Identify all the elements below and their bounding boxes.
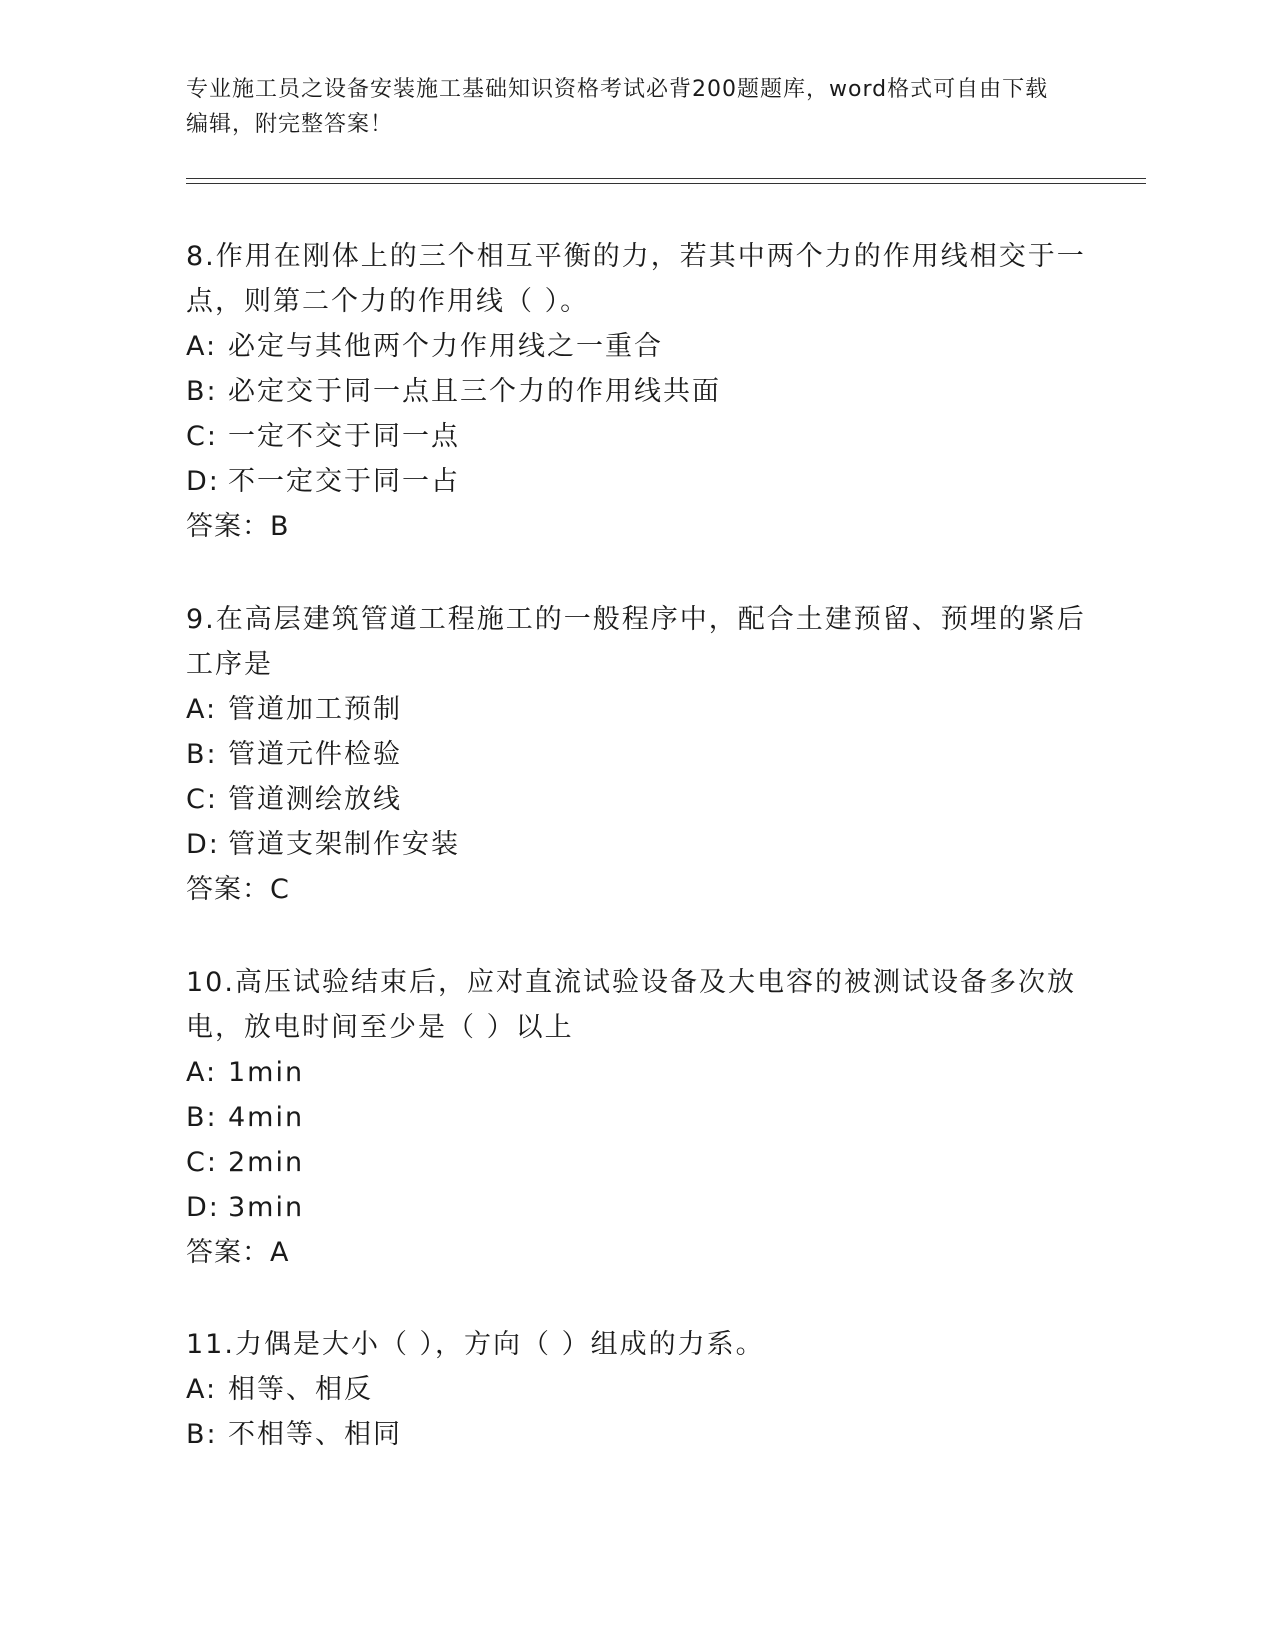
option-letter: B: xyxy=(186,1102,218,1133)
option-text: 1min xyxy=(228,1057,305,1088)
option-text: 3min xyxy=(228,1192,305,1223)
option-text: 不相等、相同 xyxy=(228,1419,402,1450)
option-text: 管道加工预制 xyxy=(228,694,402,725)
option-letter: D: xyxy=(186,1192,220,1223)
question-stem: 11.力偶是大小（ ），方向（ ）组成的力系。 xyxy=(186,1329,765,1360)
option-letter: A: xyxy=(186,694,218,725)
question-stem: 10.高压试验结束后，应对直流试验设备及大电容的被测试设备多次放电，放电时间至少是（ ）以上 xyxy=(186,967,1076,1043)
option-c xyxy=(186,1140,1086,1185)
option-letter: B: xyxy=(186,1419,218,1450)
option-text: 管道元件检验 xyxy=(228,739,402,770)
option-c xyxy=(186,414,1086,459)
option-text: 2min xyxy=(228,1147,305,1178)
question-10 xyxy=(186,960,1086,1275)
header-rule-top xyxy=(186,178,1146,179)
header-rule-bottom xyxy=(186,183,1146,184)
option-a xyxy=(186,324,1086,369)
option-letter: A: xyxy=(186,1374,218,1405)
option-letter: C: xyxy=(186,421,218,452)
option-letter: A: xyxy=(186,1057,218,1088)
answer-line: 答案：B xyxy=(186,511,290,542)
answer-line: 答案：A xyxy=(186,1237,290,1268)
option-d xyxy=(186,459,1086,504)
question-9 xyxy=(186,597,1086,912)
question-stem: 8.作用在刚体上的三个相互平衡的力，若其中两个力的作用线相交于一点，则第二个力的作用线（ ）。 xyxy=(186,241,1086,317)
question-11 xyxy=(186,1322,1086,1457)
question-stem: 9.在高层建筑管道工程施工的一般程序中，配合土建预留、预埋的紧后工序是 xyxy=(186,604,1086,680)
option-b xyxy=(186,1412,1086,1457)
answer-line: 答案：C xyxy=(186,874,290,905)
option-letter: C: xyxy=(186,1147,218,1178)
option-text: 4min xyxy=(228,1102,305,1133)
option-text: 不一定交于同一占 xyxy=(228,466,460,497)
option-b xyxy=(186,1095,1086,1140)
option-d xyxy=(186,1185,1086,1230)
option-text: 一定不交于同一点 xyxy=(228,421,460,452)
option-text: 管道支架制作安装 xyxy=(228,829,460,860)
option-a xyxy=(186,1050,1086,1095)
option-letter: B: xyxy=(186,376,218,407)
option-text: 必定与其他两个力作用线之一重合 xyxy=(228,331,663,362)
option-a xyxy=(186,687,1086,732)
option-text: 必定交于同一点且三个力的作用线共面 xyxy=(228,376,721,407)
option-letter: D: xyxy=(186,466,220,497)
option-text: 相等、相反 xyxy=(228,1374,373,1405)
option-d xyxy=(186,822,1086,867)
option-letter: D: xyxy=(186,829,220,860)
option-text: 管道测绘放线 xyxy=(228,784,402,815)
option-letter: A: xyxy=(186,331,218,362)
document-title: 专业施工员之设备安装施工基础知识资格考试必背200题题库，word格式可自由下载编辑，附完整答案！ xyxy=(186,77,1049,137)
option-a xyxy=(186,1367,1086,1412)
option-letter: C: xyxy=(186,784,218,815)
option-c xyxy=(186,777,1086,822)
option-letter: B: xyxy=(186,739,218,770)
question-8 xyxy=(186,234,1086,549)
option-b xyxy=(186,369,1086,414)
option-b xyxy=(186,732,1086,777)
